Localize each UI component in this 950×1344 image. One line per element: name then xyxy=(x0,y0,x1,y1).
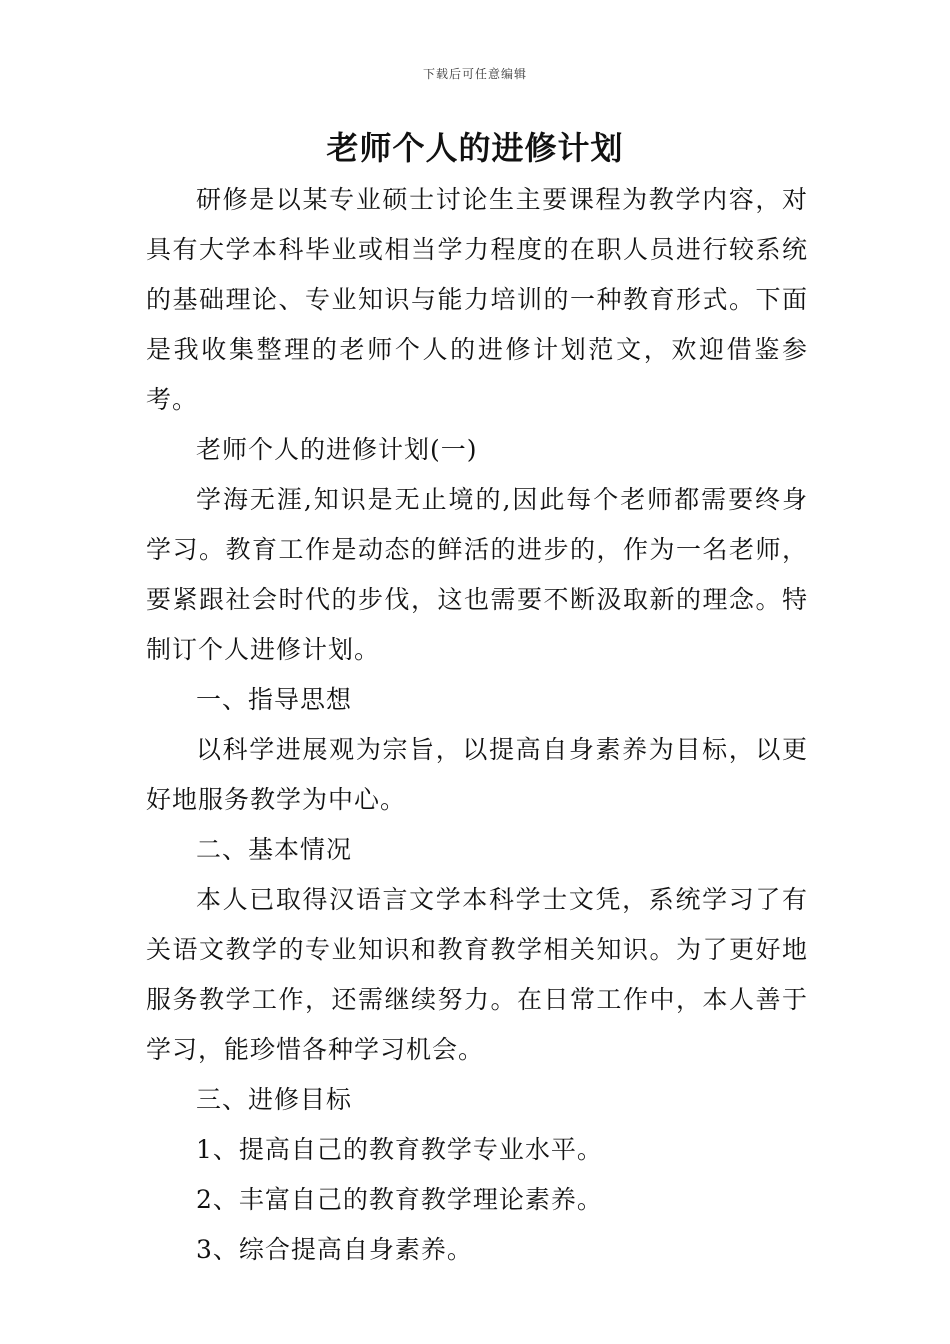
document-body xyxy=(146,175,808,1275)
paragraph-basic-situation: 本人已取得汉语言文学本科学士文凭，系统学习了有关语文教学的专业知识和教育教学相关知识。为了更好地服务教学工作，还需继续努力。在日常工作中，本人善于学习，能珍惜各种学习机会。 xyxy=(146,885,808,1064)
paragraph-intro: 研修是以某专业硕士讨论生主要课程为教学内容，对具有大学本科毕业或相当学力程度的在职人员进行较系统的基础理论、专业知识与能力培训的一种教育形式。下面是我收集整理的老师个人的进修计划范文，欢迎借鉴参考。 xyxy=(146,185,808,414)
paragraph-lifelong-learning: 学海无涯,知识是无止境的,因此每个老师都需要终身学习。教育工作是动态的鲜活的进步的，作为一名老师，要紧跟社会时代的步伐，这也需要不断汲取新的理念。特制订个人进修计划。 xyxy=(146,485,808,664)
section-heading-basic-situation: 二、基本情况 xyxy=(196,835,353,864)
list-item-goal-2: 2、丰富自己的教育教学理论素养。 xyxy=(196,1185,603,1214)
section-heading-plan-one: 老师个人的进修计划(一) xyxy=(196,435,478,464)
list-item-goal-1: 1、提高自己的教育教学专业水平。 xyxy=(196,1135,603,1164)
paragraph-guiding-idea: 以科学进展观为宗旨，以提高自身素养为目标，以更好地服务教学为中心。 xyxy=(146,735,808,814)
document-title: 老师个人的进修计划 xyxy=(326,129,624,167)
header-note: 下载后可任意编辑 xyxy=(422,67,527,81)
section-heading-goals: 三、进修目标 xyxy=(196,1085,353,1114)
list-item-goal-3: 3、综合提高自身素养。 xyxy=(196,1235,473,1264)
section-heading-guiding-idea: 一、指导思想 xyxy=(196,685,353,714)
